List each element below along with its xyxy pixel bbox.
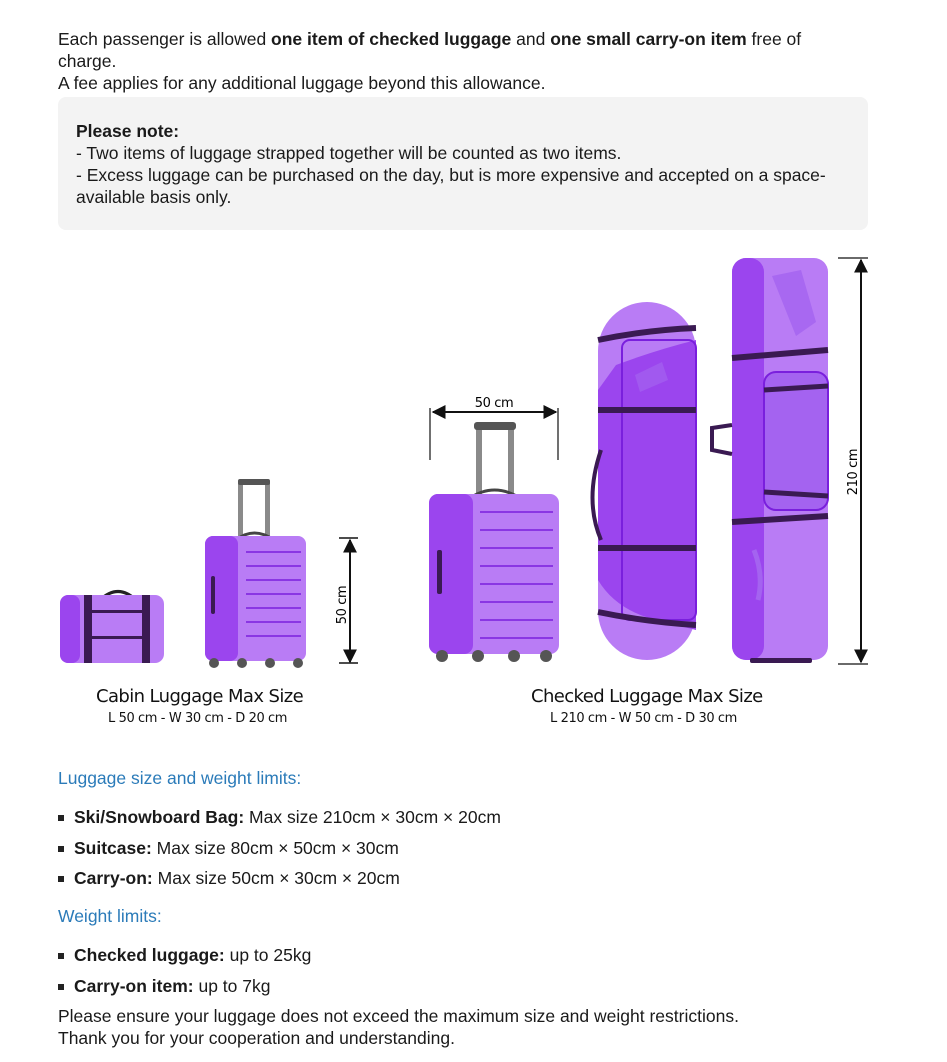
closing-paragraph	[58, 1005, 858, 1049]
closing-line: Thank you for your cooperation and understanding.	[58, 1028, 455, 1048]
size-limits-list	[58, 806, 501, 898]
ski-bag-tall-icon	[712, 258, 828, 663]
intro-carryon-emphasis: one small carry-on item	[550, 29, 747, 49]
item-label: Checked luggage:	[74, 945, 225, 965]
cabin-trolley-icon	[205, 479, 306, 668]
checked-height-label: 210 cm	[846, 448, 861, 496]
item-label: Carry-on item:	[74, 975, 194, 996]
item-label: Suitcase:	[74, 837, 152, 858]
item-value: Max size 210cm × 30cm × 20cm	[244, 807, 501, 827]
list-item	[58, 944, 311, 975]
list-item	[58, 837, 501, 868]
item-value: Max size 50cm × 30cm × 20cm	[152, 868, 400, 888]
list-item	[58, 806, 501, 837]
checked-caption-title: Checked Luggage Max Size	[531, 686, 763, 707]
intro-text: free of charge.	[58, 29, 802, 71]
checked-caption-sub: L 210 cm - W 50 cm - D 30 cm	[550, 711, 737, 726]
list-item	[58, 867, 501, 898]
small-cabin-bag-icon	[60, 592, 164, 664]
cabin-height-label: 50 cm	[335, 585, 350, 625]
list-item	[58, 975, 311, 1006]
item-label: Ski/Snowboard Bag:	[74, 807, 245, 827]
luggage-size-figure	[56, 250, 886, 740]
checked-width-label: 50 cm	[474, 396, 514, 411]
intro-fee-text: A fee applies for any additional luggage beyond this allowance.	[58, 73, 546, 93]
intro-text: Each passenger is allowed	[58, 29, 272, 49]
intro-checked-emphasis: one item of checked luggage	[271, 29, 512, 49]
note-item: - Two items of luggage strapped together will be counted as two items.	[76, 143, 622, 163]
item-value: Max size 80cm × 50cm × 30cm	[151, 837, 399, 858]
weight-limits-list	[58, 944, 311, 1005]
luggage-illustration	[56, 250, 886, 680]
note-item: - Excess luggage can be purchased on the day, but is more expensive and accepted on a space-available basis only.	[76, 165, 826, 207]
weight-limits-heading: Weight limits:	[58, 906, 162, 926]
size-limits-heading: Luggage size and weight limits:	[58, 768, 302, 788]
item-value: up to 7kg	[193, 975, 271, 996]
ski-bag-rounded-icon	[593, 302, 697, 660]
note-title: Please note:	[76, 121, 180, 141]
item-value: up to 25kg	[224, 945, 312, 965]
cabin-caption-sub: L 50 cm - W 30 cm - D 20 cm	[108, 711, 288, 726]
item-label: Carry-on:	[74, 868, 153, 888]
note-box	[58, 97, 868, 230]
checked-suitcase-icon	[429, 408, 559, 662]
cabin-caption-title: Cabin Luggage Max Size	[96, 686, 304, 707]
intro-text: and	[511, 29, 551, 49]
intro-paragraph	[58, 28, 858, 94]
closing-line: Please ensure your luggage does not exceed the maximum size and weight restrictions.	[58, 1006, 739, 1026]
